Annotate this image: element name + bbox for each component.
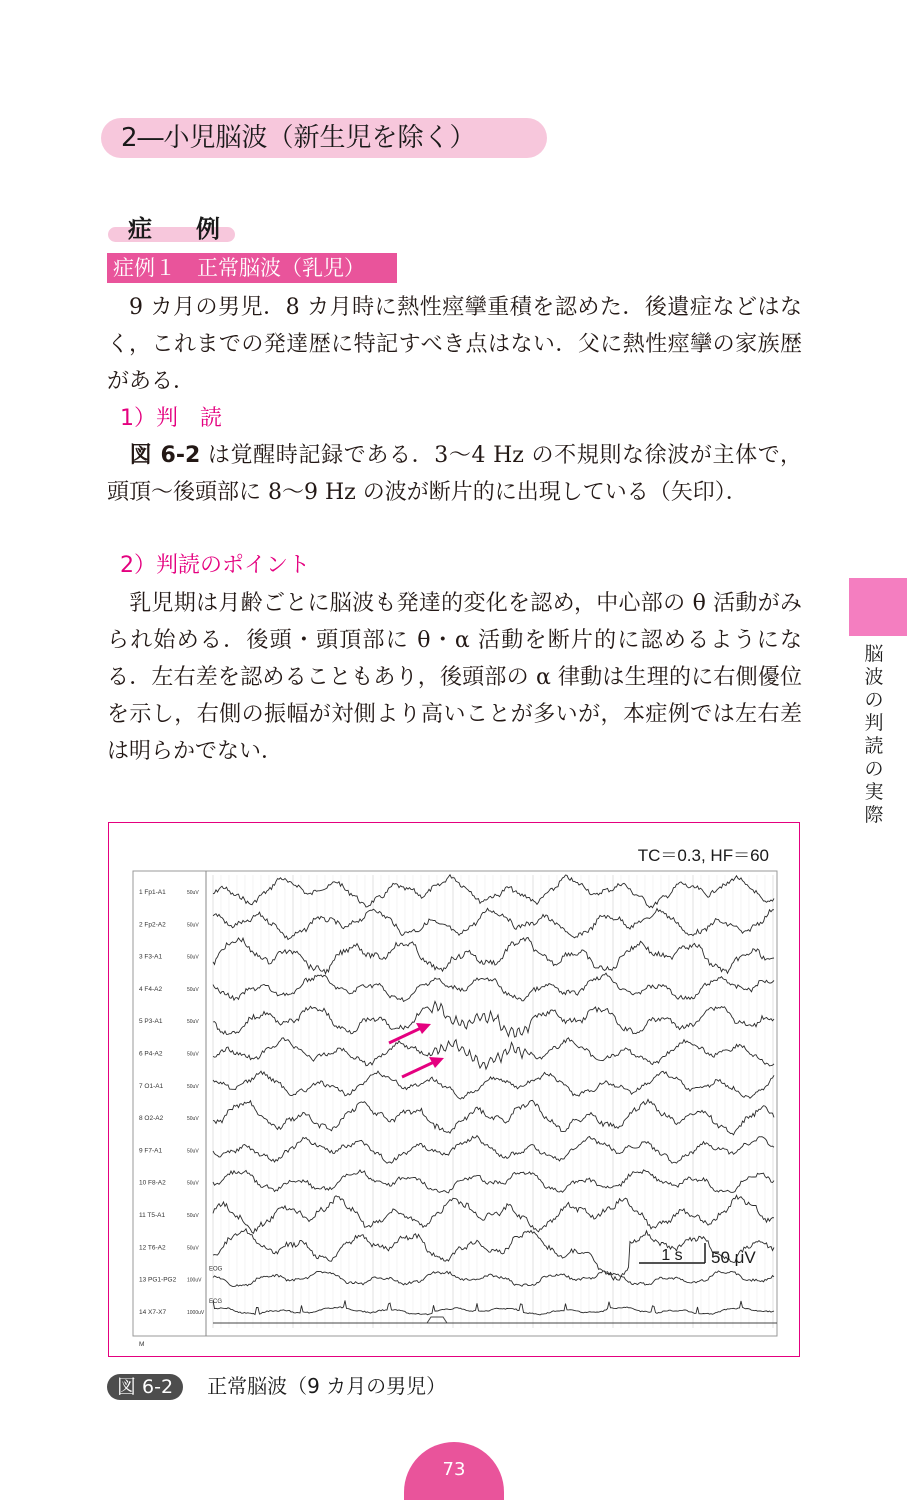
section-title: 2―小児脳波（新生児を除く）: [101, 118, 547, 158]
channel-sensitivity: 50uV: [187, 922, 199, 929]
arrow-p4: [402, 1057, 444, 1077]
channel-sensitivity: 50uV: [187, 1213, 199, 1219]
channel-labels: [139, 889, 223, 1348]
amplitude-scale-label: 50 μV: [711, 1248, 756, 1267]
eeg-trace: [213, 973, 774, 1001]
eeg-figure: [108, 822, 800, 1357]
time-scale-label: 1 s: [661, 1247, 683, 1264]
eeg-trace: [213, 1071, 774, 1099]
channel-label: 7 O1-A1: [139, 1082, 164, 1090]
channel-label: 10 F8-A2: [139, 1179, 166, 1187]
sub2-paragraph: [107, 585, 802, 770]
sub1-paragraph: [107, 437, 802, 511]
eeg-trace: [213, 1271, 774, 1287]
figure-badge: 図 6-2: [107, 1374, 183, 1400]
channel-sensitivity: 100uV: [187, 1277, 202, 1284]
channel-label: 4 F4-A2: [139, 985, 163, 993]
eeg-trace: [213, 1301, 774, 1315]
intro-paragraph: [107, 289, 802, 400]
channel-sensitivity: 50uV: [187, 1019, 199, 1026]
channel-label: 2 Fp2-A2: [139, 921, 166, 929]
channel-sensitivity: 50uV: [187, 954, 199, 961]
channel-sensitivity: 50uV: [187, 1148, 199, 1155]
figure-caption: [107, 1370, 446, 1400]
calibration-bar: [639, 1243, 756, 1267]
eeg-trace: [213, 1099, 774, 1134]
channel-sensitivity: 50uV: [187, 1245, 199, 1252]
eeg-trace: [213, 1170, 774, 1193]
eeg-chart: [109, 823, 799, 1356]
case-heading: [108, 209, 235, 243]
channel-label: 14 X7-X7: [139, 1308, 167, 1316]
eeg-trace: [213, 1195, 774, 1233]
sub1-text: は覚醒時記録である．3〜4 Hz の不規則な徐波が主体で，頭頂〜後頭部に 8〜9 Hz の波が断片的に出現している（矢印）．: [107, 443, 802, 505]
channel-label: 9 F7-A1: [139, 1147, 163, 1155]
eeg-trace: [213, 937, 774, 973]
channel-tag: EOG: [209, 1266, 223, 1273]
channel-sensitivity: 50uV: [187, 1180, 199, 1187]
channel-sensitivity: 50uV: [187, 1051, 199, 1058]
channel-sensitivity: 50uV: [187, 986, 199, 993]
channel-sensitivity: 50uV: [187, 890, 199, 896]
channel-label: 6 P4-A2: [139, 1050, 163, 1058]
channel-label: 3 F3-A1: [139, 953, 163, 961]
channel-sensitivity: 50uV: [187, 1116, 199, 1123]
channel-sensitivity: 50uV: [187, 1083, 199, 1090]
sub2-text: 乳児期は月齢ごとに脳波も発達的変化を認め，中心部の θ 活動がみられ始める．後頭・頭頂部に θ・α 活動を断片的に認めるようになる．左右差を認めることもあり，後頭部の α 律動は生理的に右側優位を示し，右側の振幅が対側より高いことが多いが，本症例では左右差は明らかでない．: [107, 591, 802, 764]
channel-label: M: [139, 1341, 145, 1349]
case-label: 症例１ 正常脳波（乳児）: [107, 253, 397, 283]
eeg-traces: [213, 875, 774, 1315]
channel-sensitivity: 1000uV: [187, 1309, 205, 1316]
channel-label: 12 T6-A2: [139, 1244, 166, 1252]
channel-tag: ECG: [209, 1298, 223, 1305]
channel-label: 11 T5-A1: [139, 1212, 166, 1219]
eeg-trace: [213, 1136, 774, 1164]
eeg-trace: [213, 1001, 774, 1037]
eeg-frame: [133, 871, 777, 1336]
sub2-heading: 2）判読のポイント: [120, 553, 310, 578]
channel-label: 5 P3-A1: [139, 1018, 163, 1026]
figure-reference: 図 6-2: [129, 443, 201, 468]
page-number: 73: [404, 1442, 504, 1500]
channel-label: 1 Fp1-A1: [139, 889, 166, 896]
case-heading-text: 症 例: [128, 215, 230, 243]
eeg-settings: TC＝0.3, HF＝60: [637, 846, 769, 865]
channel-label: 8 O2-A2: [139, 1115, 164, 1123]
eeg-trace: [213, 908, 774, 939]
channel-label: 13 PG1-PG2: [139, 1276, 177, 1284]
side-tab-marker: [849, 578, 907, 636]
eeg-trace: [213, 1229, 774, 1280]
intro-text: 9 カ月の男児．8 カ月時に熱性痙攣重積を認めた．後遺症などはなく，これまでの発達歴に特記すべき点はない．父に熱性痙攣の家族歴がある．: [107, 295, 802, 394]
eeg-trace: [213, 875, 774, 908]
sub1-heading: 1）判 読: [120, 406, 222, 431]
eeg-trace: [213, 1038, 774, 1069]
time-grid: [213, 875, 773, 1328]
arrow-p3: [389, 1023, 431, 1043]
figure-caption-text: 正常脳波（9 カ月の男児）: [207, 1374, 447, 1398]
side-tab-text: 脳波の判読の実際: [864, 643, 884, 826]
